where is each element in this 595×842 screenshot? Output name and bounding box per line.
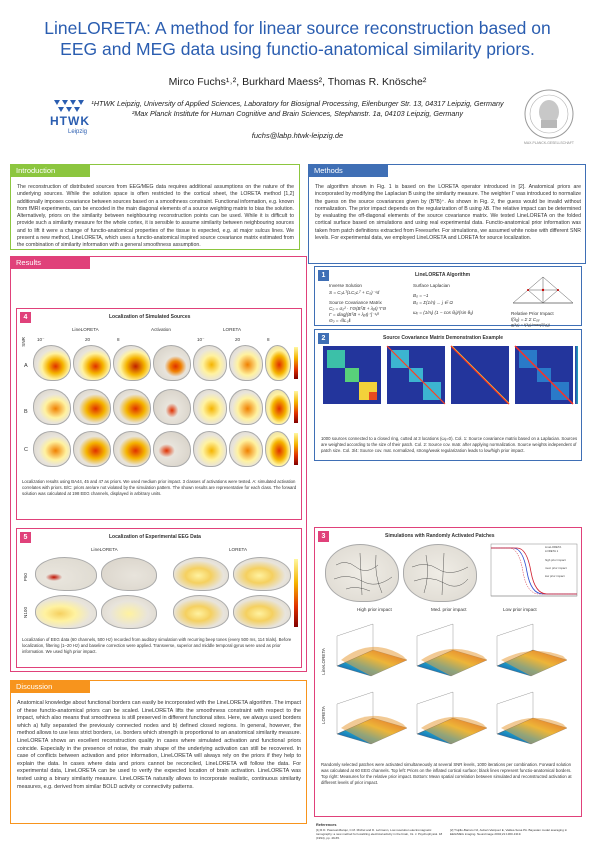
row-label: N100 <box>23 607 28 618</box>
figure-3-title: Simulations with Randomly Activated Patches <box>385 533 495 539</box>
source-covariance-label: Source Covariance Matrix <box>329 300 382 305</box>
col-high-prior: High prior impact <box>357 607 392 612</box>
row-label: A <box>24 363 28 369</box>
inverse-solution-label: Inverse Solution <box>329 283 362 288</box>
brain-map <box>33 389 71 425</box>
col-loreta: LORETA <box>223 327 242 332</box>
row-label: LineLORETA <box>321 648 326 675</box>
brain-map <box>173 595 229 629</box>
introduction-heading: Introduction <box>10 164 90 177</box>
inflated-cortex-priors <box>403 544 477 602</box>
methods-heading: Methods <box>308 164 388 177</box>
covariance-matrices <box>321 344 579 416</box>
methods-text: The algorithm shown in Fig. 1 is based on the LORETA operator introduced in [2]. Anatomical priors are incorporated by modifying the Laplacian B using the similarity measure. The weighter Γ was introduced to normalize the guess on the source covariances given by (BᵀB)⁺. As shown in Fig. 2, the guess would be invalid without normalization. The prior impact depends on the regularization of B using λB. The relative impact can be determined by evaluating the off-diagonal elements of the source covariance matrix. We tested LineLORETA on the folded cortical surface based on simulations and using real experimental data. Functio-anatomical prior information was taken from patch definitions extracted from Freesurfer. For simulations, we assumed white noise with different SNR levels. For experimental data, we employed LineLORETA and LORETA for source localization. <box>315 184 581 242</box>
col-low-prior: Low prior impact <box>503 607 537 612</box>
row-label: LORETA <box>321 706 326 725</box>
brain-map <box>73 345 111 381</box>
legend-item: LineLORETA <box>545 545 562 549</box>
seal-caption: MAX-PLANCK-GESELLSCHAFT <box>524 141 574 145</box>
legend-item: high prior impact <box>545 558 566 562</box>
col-activation: Activation <box>151 327 171 332</box>
figure-4-number: 4 <box>20 312 31 323</box>
figure-5-title: Localization of Experimental EEG Data <box>109 534 201 540</box>
discussion-text: Anatomical knowledge about functional borders can easily be incorporated with the LineLORETA algorithm. The impact of these functio-anatomical priors can be scaled. LineLORETA lifts the smoothness constraint with respect to the impact, which also means that smoothness is still preserved in different functional sites. Here, we always used borders which a) fully separated the previously connected nodes and b) defined closed regions. In general, however, the method allows to use less strict borders, i.e. borders which strength is proportional to an anatomical similarity measure. LineLORETA shows an excellent reconstruction quality in cases where simulated activation and functional priors coincide. Especially in the presence of noise, the main shape of the underlying activation can still be recovered. In case of conflicts between activation and prior information, LineLORETA will always rely on the priors if they help to explain the data. In cases where data and priors cannot be reconciled, LineLORETA will follow the data. For experimental data, LineLORETA can be used to verify the expected location of brain activation. LineLORETA was tested using a binary similarity measure. LineLORETA naturally allows to incorporate realistic, continuous similarity measures, e.g. derived from similar BOLD activity or connectivity patterns. <box>17 700 301 790</box>
figure-3-caption: Randomly selected patches were activated simultaneously at several SNR levels, 1000 iterations per combination. Forward solution was calculated at 60 EEG channels. Top left: Priors on the inflated cortical surface; black lines represent functio-anatomical borders. Top right: Measures for the relative prior impact. Bottom: Mean spatial correlation between simulated and reconstructed activation at different levels of prior impact. <box>321 762 572 785</box>
brain-map <box>101 557 157 591</box>
methods-panel <box>308 164 586 264</box>
figure-2-caption: 1000 sources connected to a closed ring, cutted at 3 locations (ωᵢⱼ=0). Col. 1: Source covariance matrix based on a Laplacian. Sources are weighted according to the size of their patch. Col. 2: Source cov. matr. after applying normalization. Source weights independent of patch size. Col. 3/4: Source cov. mat. normalized, strong/weak regularization leads to low/high prior impact. <box>321 436 578 453</box>
references <box>316 822 582 840</box>
brain-map <box>113 345 151 381</box>
authors: Mirco Fuchs¹˒², Burkhard Maess², Thomas R. Knösche² <box>168 76 427 88</box>
brain-map <box>193 345 227 381</box>
brain-map <box>113 431 151 467</box>
htwk-logo <box>40 98 98 142</box>
snr-value: 10⁻ <box>37 337 45 342</box>
brain-map <box>265 431 291 467</box>
row-label: B <box>24 409 28 415</box>
poster-title: LineLORETA: A method for linear source reconstruction based on EEG and MEG data using functio-anatomical similarity priors. <box>44 18 551 59</box>
figure-3-panel <box>314 527 582 817</box>
colorbar <box>294 559 298 627</box>
brain-map <box>153 389 191 425</box>
figure-4-caption: Localization results using BA44, 45 and 47 as priors. We used medium prior impact. 3 classes of activations were tested. A: simulated activation correlates with priors. B/C: priors are/are not violated by the simulation pattern. The shown results are representative for each class. The forward solution was calculated at 198 EEG channels, displayed in arbitrary units. <box>22 479 297 496</box>
figure-1-number: 1 <box>318 270 329 281</box>
brain-map <box>229 345 263 381</box>
introduction-panel <box>10 164 300 250</box>
col-med-prior: Med. prior impact <box>431 607 467 612</box>
col-linelore-ta: LineLORETA <box>72 327 99 332</box>
snr-value: 8 <box>267 337 270 342</box>
inverse-solution-equation: S = C₀Lᵀ(LC₀Lᵀ + C₀)⁻¹d <box>329 290 380 295</box>
snr-value: 20 <box>85 337 91 342</box>
laplacian-equation-2: B₀ = Σ(1/n) ... j ∈ Ω <box>413 300 453 305</box>
logo-subtext: Leipzig <box>68 129 88 135</box>
laplacian-equation-1: B₀ = −1 <box>413 293 429 298</box>
results-heading: Results <box>10 256 90 269</box>
legend-item: LORETA 1 <box>545 549 559 553</box>
brain-map <box>33 345 71 381</box>
relative-prior-eq1: f(λᵦ) = Σ Σ C₀ᵢⱼ <box>511 317 540 322</box>
figure-5-panel <box>16 528 302 668</box>
figure-1-title: LineLORETA Algorithm <box>415 272 471 278</box>
brain-map <box>265 345 291 381</box>
figure-3-number: 3 <box>318 531 329 542</box>
brain-map <box>73 431 111 467</box>
surface-laplacian-label: Surface Laplacian <box>413 283 450 288</box>
scm-equation-1: C₀ = σ₀² · ΓΘ(BᵀB + λᵦI)⁺ΓΘ <box>329 306 387 311</box>
col-linelore-ta: LineLORETA <box>91 547 118 552</box>
max-planck-seal <box>520 88 578 148</box>
row-label: C <box>24 447 28 453</box>
brain-map <box>173 557 229 591</box>
reference-item: [2] Trujillo-Barreto NJ, Aubert-Vazquez E, Valdes-Sosa PA. Bayesian model averaging in EEG/MEG imaging. NeuroImage 2004;21:1300-1319. <box>450 828 568 836</box>
brain-map <box>35 557 97 591</box>
contact-email: fuchs@labp.htwk-leipzig.de <box>251 131 344 140</box>
snr-value: 10⁻ <box>197 337 205 342</box>
brain-map <box>73 389 111 425</box>
figure-2-panel <box>314 329 582 461</box>
col-loreta: LORETA <box>229 547 248 552</box>
scm-equation-2: Γ = diag[(BᵀB + λᵦI)⁺]⁻¹/² <box>329 312 379 317</box>
colorbar <box>294 391 298 423</box>
relative-prior-label: Relative Prior Impact <box>511 311 554 316</box>
brain-map <box>33 431 71 467</box>
snr-value: 20 <box>235 337 241 342</box>
figure-5-number: 5 <box>20 532 31 543</box>
figure-2-title: Source Covariance Matrix Demonstration Example <box>383 335 504 341</box>
brain-map <box>113 389 151 425</box>
brain-map <box>233 557 291 591</box>
figure-5-caption: Localization of EEG data (60 channels, 500 Hz) recorded from auditory simulation with recurring beep tones (every 500 ms, 114 trials). Before localization, filtering (1–20 Hz) and baseline correction were applied. Transverse, superior and middle temporal gyrus were used as prior information. We used high prior impact. <box>22 637 292 654</box>
introduction-text: The reconstruction of distributed sources from EEG/MEG data requires additional assumptions on the nature of the underlying sources. While the solution space is often restricted to the cortical sheet, the LORETA method [1,2] additionally imposes covariance between sources based on a smoothness constraint. Functional information, e.g. known from fMRI experiments, can be encoded in the main diagonal elements of a source weighting matrix to bias the solution. Alternatively, priors on the similarity between neighbouring reconstruction points can be used. While it is difficult to provide such a similarity measure for the whole cortex, it is sensible to assume similarity between neighbouring sources and to lift it were a change of functio-anatomical properties of the tissue is expected, e.g. at major sulcus lines. We present a new method, LineLORETA, which uses a functio-anatomical inspired source covariance matrix estimated from the combination of similarity information with a general smoothness assumption. <box>17 184 294 249</box>
snr-label: SNR <box>21 337 26 347</box>
brain-map <box>153 431 191 467</box>
brain-map <box>229 389 263 425</box>
mesh-diagram <box>505 273 581 309</box>
discussion-panel <box>10 680 307 824</box>
discussion-heading: Discussion <box>10 680 90 693</box>
figure-4-title: Localization of Simulated Sources <box>109 314 191 320</box>
figure-2-number: 2 <box>318 333 329 344</box>
brain-map <box>153 345 191 381</box>
row-label: P50 <box>23 573 28 582</box>
brain-map <box>193 389 227 425</box>
brain-map <box>265 389 291 425</box>
colorbar <box>294 347 298 379</box>
figure-1-panel <box>314 266 582 326</box>
affiliations: ¹HTWK Leipzig, University of Applied Sciences, Laboratory for Biosignal Processing, Eilenburger Str. 13, 04317 Leipzig, Germany ²Max Planck Institute for Human Cognitive and Brain Sciences, Stephanstr. 1a, 04103 Leipzig, Germany <box>91 99 504 118</box>
laplacian-equation-3: ωᵢⱼ = (1/nᵢ) (1 − cos θᵢⱼ)/(sin θᵢⱼ) <box>413 310 473 315</box>
brain-map <box>35 595 97 629</box>
logo-text: HTWK <box>50 114 90 128</box>
colorbar <box>294 433 298 465</box>
legend-item: med. prior impact <box>545 566 567 570</box>
scm-equation-3: Θ₀ = √‖L₀‖ <box>329 318 351 323</box>
references-heading: References <box>316 823 337 827</box>
brain-map <box>193 431 227 467</box>
correlation-surfaces <box>331 616 577 752</box>
brain-map <box>101 595 157 629</box>
brain-map <box>233 595 291 629</box>
reference-item: [1] R.D. Pascual-Marqui, C.M. Michel and D. Lehmann, Low resolution electromagnetic tomography: a new method for localizing electrical activity in the brain, Int. J. Psychophysiol. 18 (1994), pp. 49-65. <box>316 828 443 840</box>
figure-4-panel <box>16 308 302 520</box>
snr-value: 8 <box>117 337 120 342</box>
legend-item: low prior impact <box>545 574 565 578</box>
inflated-cortex-priors <box>325 544 399 602</box>
brain-map <box>229 431 263 467</box>
prior-impact-plot <box>483 542 579 604</box>
relative-prior-eq2: g(λᵦ) = f(λᵦ)/max(f(λᵦ)) <box>511 322 551 327</box>
